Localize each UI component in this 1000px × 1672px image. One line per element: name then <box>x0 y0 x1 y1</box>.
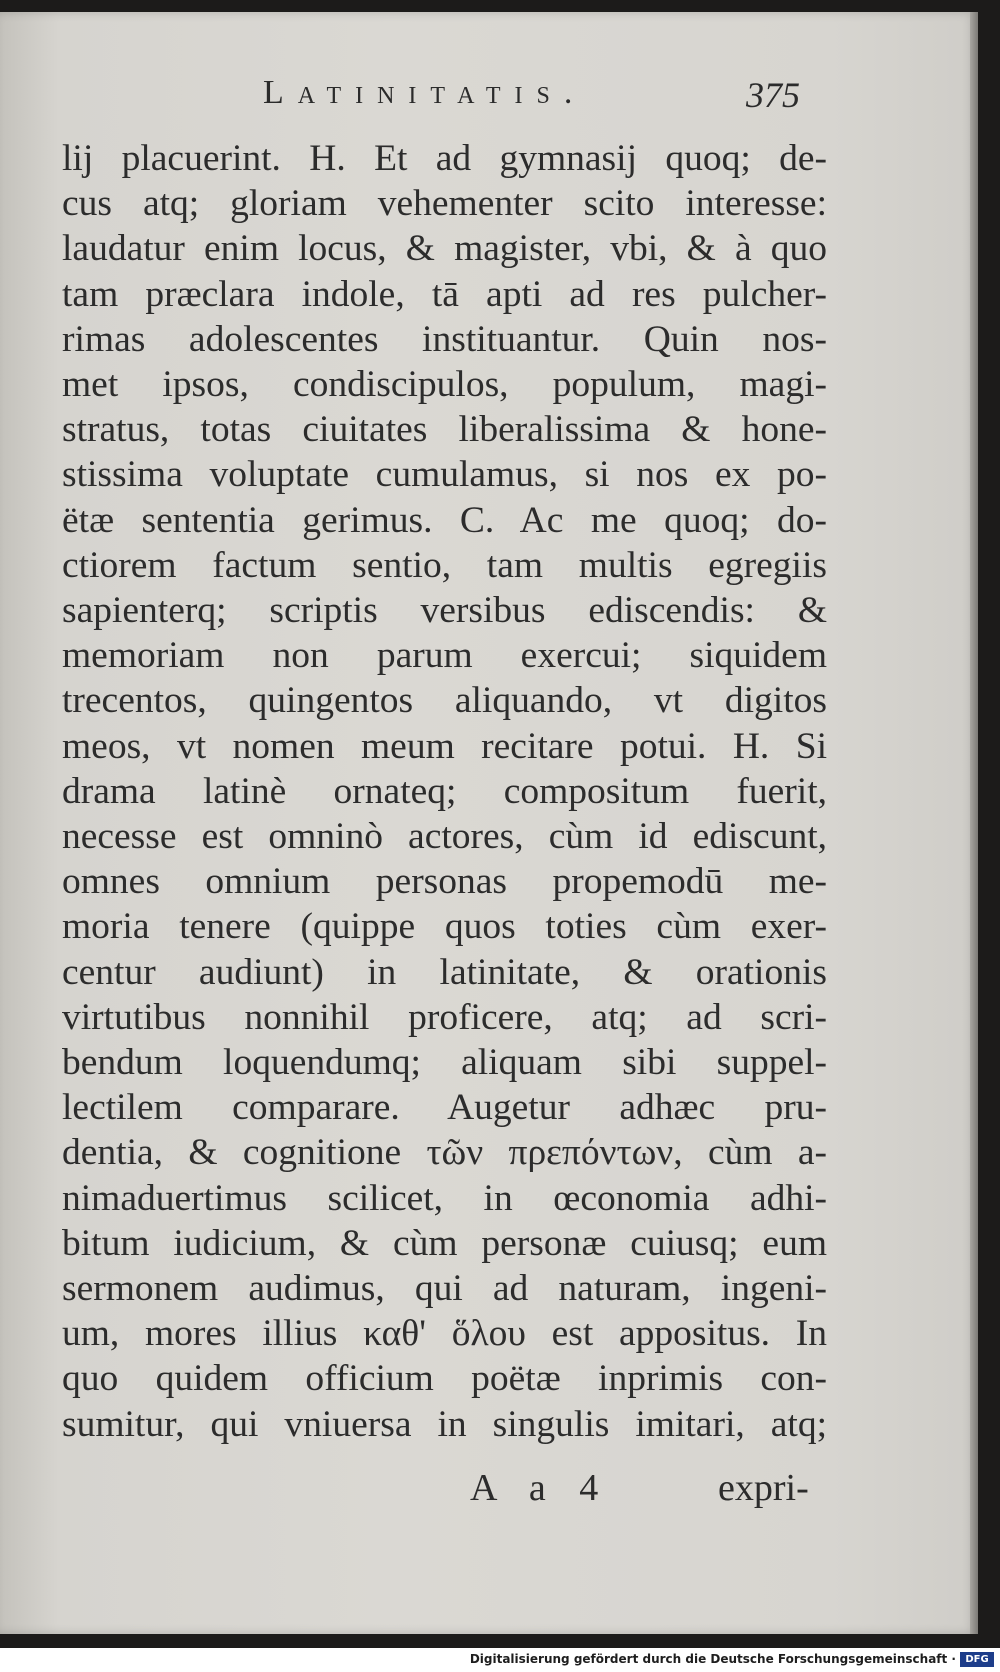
catchword: expri- <box>718 1467 809 1509</box>
text-line: necesse est omninò actores, cùm id ediscunt, <box>62 816 827 858</box>
text-line: moria tenere (quippe quos toties cùm exer- <box>62 906 827 948</box>
signature-mark: A a 4 <box>470 1467 611 1509</box>
page-number: 375 <box>746 75 800 115</box>
text-line: laudatur enim locus, & magister, vbi, & à quo <box>62 228 827 270</box>
text-line: ëtæ sententia gerimus. C. Ac me quoq; do- <box>62 499 827 541</box>
text-line: cus atq; gloriam vehementer scito interesse: <box>62 183 827 225</box>
page-footer <box>0 1466 978 1516</box>
text-line: drama latinè ornateq; compositum fuerit, <box>62 770 827 812</box>
text-line: omnes omnium personas propemodū me- <box>62 861 827 903</box>
text-line: quo quidem officium poëtæ inprimis con- <box>62 1358 827 1400</box>
text-line: dentia, & cognitione τῶν πρεπόντων, cùm a- <box>62 1132 827 1174</box>
text-line: sapienterq; scriptis versibus ediscendis: & <box>62 590 827 632</box>
text-line: lectilem comparare. Augetur adhæc pru- <box>62 1087 827 1129</box>
text-line: um, mores illius καθ' ὅλου est appositus. In <box>62 1313 827 1355</box>
text-line: bitum iudicium, & cùm personæ cuiusq; eum <box>62 1222 827 1264</box>
text-line: centur audiunt) in latinitate, & orationis <box>62 951 827 993</box>
text-line: nimaduertimus scilicet, in œconomia adhi- <box>62 1177 827 1219</box>
credit-bar <box>0 1648 1000 1672</box>
text-line: lij placuerint. H. Et ad gymnasij quoq; de- <box>62 138 827 179</box>
running-head <box>0 74 978 124</box>
credit-text: Digitalisierung gefördert durch die Deutsche Forschungsgemeinschaft · <box>469 1652 956 1666</box>
text-line: tam præclara indole, tā apti ad res pulcher- <box>62 273 827 315</box>
text-line: met ipsos, condiscipulos, populum, magi- <box>62 364 827 406</box>
text-line: bendum loquendumq; aliquam sibi suppel- <box>62 1042 827 1084</box>
body-text <box>62 136 827 1447</box>
running-title: Latinitatis. <box>263 74 587 111</box>
text-line: sermonem audimus, qui ad naturam, ingeni- <box>62 1268 827 1310</box>
book-page <box>0 12 978 1634</box>
text-line: sumitur, qui vniuersa in singulis imitari, atq; <box>62 1403 827 1445</box>
text-line: stratus, totas ciuitates liberalissima & hone- <box>62 409 827 451</box>
text-line: meos, vt nomen meum recitare potui. H. Si <box>62 725 827 767</box>
dfg-logo: DFG <box>960 1652 994 1667</box>
text-line: virtutibus nonnihil proficere, atq; ad scri- <box>62 996 827 1038</box>
text-line: trecentos, quingentos aliquando, vt digitos <box>62 680 827 722</box>
text-line: rimas adolescentes instituantur. Quin nos- <box>62 318 827 360</box>
text-line: stissima voluptate cumulamus, si nos ex po- <box>62 454 827 496</box>
text-line: ctiorem factum sentio, tam multis egregiis <box>62 544 827 586</box>
text-line: memoriam non parum exercui; siquidem <box>62 635 827 677</box>
